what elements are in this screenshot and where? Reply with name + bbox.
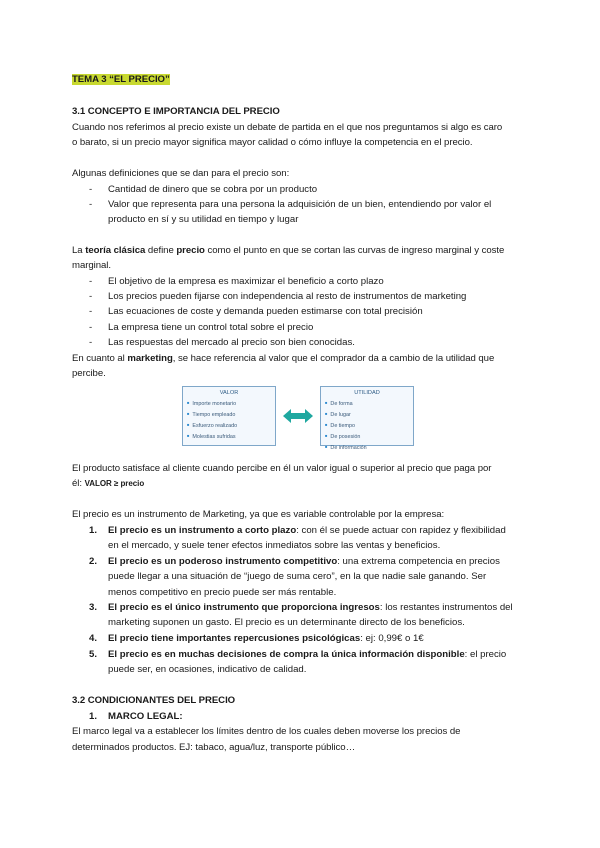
text: él:	[72, 478, 85, 489]
value-utility-diagram	[182, 386, 418, 451]
text: define	[145, 245, 177, 256]
instrument-bold: El precio es en muchas decisiones de compra la única información disponible	[108, 649, 465, 660]
value-formula: VALOR ≥ precio	[84, 479, 145, 488]
legal-framework-line-1: El marco legal va a establecer los límites dentro de los cuales deben moverse los precios de	[72, 726, 461, 737]
section-3-2-heading: 3.2 CONDICIONANTES DEL PRECIO	[72, 695, 236, 706]
text: : el precio	[464, 649, 507, 660]
classic-theory-line-2: marginal.	[72, 260, 112, 271]
classic-item: La empresa tiene un control total sobre el precio	[108, 322, 314, 333]
classic-item: El objetivo de la empresa es maximizar el beneficio a corto plazo	[108, 276, 384, 287]
text: En cuanto al	[72, 353, 128, 364]
instrument-item-cont: menos competitivo en precio puede ser más rentable.	[108, 587, 337, 598]
instrument-bold: El precio es un poderoso instrumento competitivo	[108, 556, 338, 567]
definition-item: Valor que representa para una persona la adquisición de un bien, entendiendo por valor el	[108, 199, 492, 210]
utilidad-box-title: UTILIDAD	[354, 390, 380, 396]
price-term: precio	[176, 245, 205, 256]
classic-item: Las respuestas del mercado al precio son bien conocidas.	[108, 337, 355, 348]
instrument-item-cont: puede ser, en ocasiones, indicativo de calidad.	[108, 664, 307, 675]
dash-bullet: -	[89, 337, 93, 348]
utilidad-item: ■ De información	[325, 442, 413, 453]
list-number: 4.	[89, 633, 98, 644]
list-number: 3.	[89, 602, 98, 613]
instrument-item	[108, 631, 424, 647]
valor-box	[182, 386, 276, 446]
classic-term: teoría clásica	[85, 245, 146, 256]
text: : los restantes instrumentos del	[379, 602, 513, 613]
text: : ej: 0,99€ o 1€	[360, 633, 424, 644]
dash-bullet: -	[89, 306, 93, 317]
utilidad-item: ■ De tiempo	[325, 420, 413, 431]
text: La	[72, 245, 86, 256]
satisfaction-line-1: El producto satisface al cliente cuando percibe en él un valor igual o superior al precio que paga por	[72, 463, 492, 474]
utilidad-item: ■ De lugar	[325, 409, 413, 420]
classic-item: Las ecuaciones de coste y demanda pueden estimarse con total precisión	[108, 306, 423, 317]
valor-item: ■ Tiempo empleado	[187, 409, 275, 420]
legal-framework-line-2: determinados productos. EJ: tabaco, agua/luz, transporte público…	[72, 742, 356, 753]
utilidad-item: ■ De forma	[325, 398, 413, 409]
dash-bullet: -	[89, 322, 93, 333]
legal-framework-heading: MARCO LEGAL:	[108, 711, 183, 722]
list-number: 1.	[89, 525, 98, 536]
instrument-item	[108, 523, 506, 539]
text: como el punto en que se cortan las curvas de ingreso marginal y coste	[204, 245, 505, 256]
list-number: 2.	[89, 556, 98, 567]
instrument-item-cont: puede llegar a una situación de “juego de suma cero”, en la que nadie sale ganando. Ser	[108, 571, 487, 582]
classic-item: Los precios pueden fijarse con independencia al resto de instrumentos de marketing	[108, 291, 467, 302]
instrument-bold: El precio es un instrumento a corto plazo	[108, 525, 297, 536]
double-arrow-icon	[283, 408, 313, 424]
marketing-line-2: percibe.	[72, 368, 106, 379]
dash-bullet: -	[89, 184, 93, 195]
instrument-bold: El precio es el único instrumento que proporciona ingresos	[108, 602, 380, 613]
instrument-bold: El precio tiene importantes repercusiones psicológicas	[108, 633, 361, 644]
marketing-line	[72, 351, 494, 367]
instrument-lead: El precio es un instrumento de Marketing, ya que es variable controlable por la empresa:	[72, 509, 445, 520]
satisfaction-line-2	[72, 476, 144, 492]
marketing-term: marketing	[127, 353, 173, 364]
dash-bullet: -	[89, 276, 93, 287]
definition-item: Cantidad de dinero que se cobra por un producto	[108, 184, 318, 195]
definitions-lead: Algunas definiciones que se dan para el precio son:	[72, 168, 290, 179]
intro-line-1: Cuando nos referimos al precio existe un debate de partida en el que nos preguntamos si algo es caro	[72, 122, 503, 133]
list-number: 1.	[89, 711, 98, 722]
intro-line-2: o barato, si un precio mayor significa mayor calidad o cómo influye la competencia en el precio.	[72, 137, 473, 148]
definition-item-cont: producto en sí y su utilidad en tiempo y lugar	[108, 214, 299, 225]
classic-theory-line	[72, 243, 504, 259]
document-title	[72, 72, 170, 88]
instrument-item	[108, 600, 513, 616]
valor-item: ■ Importe monetario	[187, 398, 275, 409]
valor-box-title: VALOR	[219, 390, 239, 396]
text: , se hace referencia al valor que el comprador da a cambio de la utilidad que	[172, 353, 495, 364]
utilidad-item: ■ De posesión	[325, 431, 413, 442]
valor-item: ■ Esfuerzo realizado	[187, 420, 275, 431]
list-number: 5.	[89, 649, 98, 660]
section-3-1-heading: 3.1 CONCEPTO E IMPORTANCIA DEL PRECIO	[72, 106, 280, 117]
instrument-item-cont: marketing suponen un gasto. El precio es un determinante directo de los beneficios.	[108, 617, 465, 628]
instrument-item	[108, 647, 506, 663]
text: : una extrema competencia en precios	[337, 556, 500, 567]
instrument-item	[108, 554, 500, 570]
dash-bullet: -	[89, 199, 93, 210]
utilidad-box	[320, 386, 414, 451]
instrument-item-cont: en el mercado, y suele tener efectos inmediatos sobre las ventas y beneficios.	[108, 540, 441, 551]
text: : con él se puede actuar con rapidez y flexibilidad	[296, 525, 506, 536]
title-text: TEMA 3 “EL PRECIO”	[72, 74, 170, 85]
dash-bullet: -	[89, 291, 93, 302]
valor-item: ■ Molestias sufridas	[187, 431, 275, 442]
